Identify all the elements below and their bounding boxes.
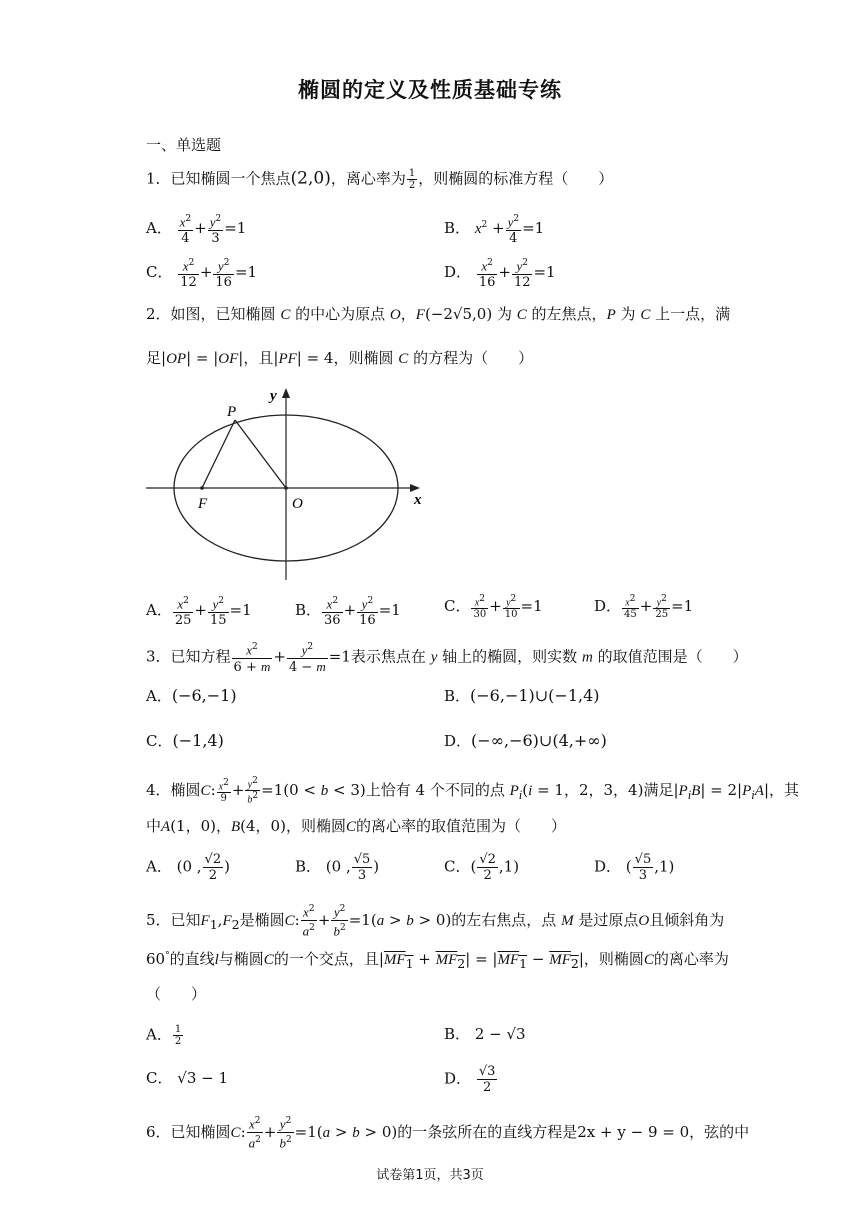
question-1-option-d[interactable]: D． $\frac{x^2}{16}$ + $\frac{y^2}{12}$ =1 <box>444 258 556 291</box>
question-5-line-1: 5．已知$F_1,F_2$是椭圆C: $\frac{x^2}{a^2}$ + $\frac{y^2}{b^2}$ =1(a > b > 0)的左右焦点，点 M 是过原点O且倾斜角为 <box>146 904 725 939</box>
label-p: P <box>227 404 237 420</box>
page-title: 椭圆的定义及性质基础专练 <box>298 78 562 102</box>
y-axis-arrow <box>282 388 290 398</box>
question-4-option-c[interactable]: C．( $\frac{√2}{2}$ ,1) <box>444 852 520 883</box>
question-4-line-1: 4．椭圆C: $\frac{x^2}{9}$ + $\frac{y^2}{b^2}$ =1(0 < b < 3)上恰有 4 个不同的点 $P_i(i = 1$，2，3，4)满足$|P_iB| = 2|P_iA|$，其 <box>146 776 800 806</box>
question-1-option-c[interactable]: C． $\frac{x^2}{12}$ + $\frac{y^2}{16}$ =1 <box>146 258 258 291</box>
question-4-line-2: 中A(1，0)，B(4，0)，则椭圆C的离心率的取值范围为（ ） <box>146 817 566 835</box>
focus-point: (2,0) <box>290 168 331 189</box>
question-5-line-2: 60°的直线l与椭圆C的一个交点，且$|MF_1 + MF_2| = |MF_1 - MF_2|$，则椭圆C的离心率为 <box>146 950 729 971</box>
question-2-option-b[interactable]: B． $\frac{x^2}{36}$ + $\frac{y^2}{16}$ =1 <box>295 596 401 629</box>
label-o: O <box>292 496 303 512</box>
x-axis-arrow <box>410 484 420 492</box>
question-2-line-2: 足|OP| = |OF|，且|PF| = 4，则椭圆 C 的方程为（ ） <box>146 349 534 367</box>
question-5-option-c[interactable]: C． √3 − 1 <box>146 1069 229 1087</box>
question-4-option-d[interactable]: D． ( $\frac{√5}{3}$ ,1) <box>594 852 675 883</box>
label-f: F <box>198 496 208 512</box>
label-y: y <box>270 388 277 404</box>
question-4-option-a[interactable]: A． (0 , $\frac{√2}{2}$ ) <box>146 852 230 883</box>
question-3-option-d[interactable]: D．(−∞,−6)∪(4,+∞) <box>444 731 607 750</box>
question-6-line-1: 6．已知椭圆C: $\frac{x^2}{a^2}$ + $\frac{y^2}{b^2}$ =1(a > b > 0)的一条弦所在的直线方程是2x + y − 9 = 0，弦的中 <box>146 1116 750 1151</box>
question-3-option-b[interactable]: B．(−6,−1)∪(−1,4) <box>444 686 600 705</box>
point-o <box>284 486 288 490</box>
question-2-option-a[interactable]: A． $\frac{x^2}{25}$ + $\frac{y^2}{15}$ =1 <box>146 596 252 629</box>
question-5-option-a[interactable]: A． $\frac{1}{2}$ <box>146 1024 182 1047</box>
question-2-option-c[interactable]: C． $\frac{x^2}{30}$ + $\frac{y^2}{10}$ =1 <box>444 594 543 621</box>
question-2-line-1: 2．如图，已知椭圆 C 的中心为原点 O，F(−2√5,0) 为 C 的左焦点，P 为 C 上一点，满 <box>146 305 731 323</box>
point-f <box>200 486 204 490</box>
question-5-line-3: （ ） <box>146 985 207 1003</box>
question-3-stem: 3．已知方程 $\frac{x^2}{6 + m}$ + $\frac{y^2}{4 - m}$ =1表示焦点在 y 轴上的椭圆，则实数 m 的取值范围是（ ） <box>146 642 748 676</box>
ellipse-figure <box>140 380 440 590</box>
question-4-option-b[interactable]: B． (0 , $\frac{√5}{3}$ ) <box>295 852 380 883</box>
segment-po <box>235 420 286 488</box>
question-2-option-d[interactable]: D． $\frac{x^2}{45}$ + $\frac{y^2}{25}$ =1 <box>594 594 694 621</box>
question-1-option-a[interactable]: A． $\frac{x^2}{4}$ + $\frac{y^2}{3}$ =1 <box>146 214 247 247</box>
section-heading: 一、单选题 <box>146 136 222 154</box>
question-5-option-b[interactable]: B． 2 − √3 <box>444 1025 526 1043</box>
page-footer: 试卷第1页，共3页 <box>376 1168 484 1183</box>
question-3-option-a[interactable]: A．(−6,−1) <box>146 686 237 705</box>
ellipse-figure-graphics <box>146 388 420 580</box>
question-1-option-b[interactable]: B． $x^2$ + $\frac{y^2}{4}$ =1 <box>444 214 545 247</box>
label-x: x <box>414 492 422 508</box>
question-3-option-c[interactable]: C．(−1,4) <box>146 731 224 750</box>
question-1-stem: 1．已知椭圆一个焦点(2,0)，离心率为 $\frac{1}{2}$ ，则椭圆的标准方程（ ） <box>146 168 614 191</box>
question-5-option-d[interactable]: D． $\frac{√3}{2}$ <box>444 1064 496 1095</box>
